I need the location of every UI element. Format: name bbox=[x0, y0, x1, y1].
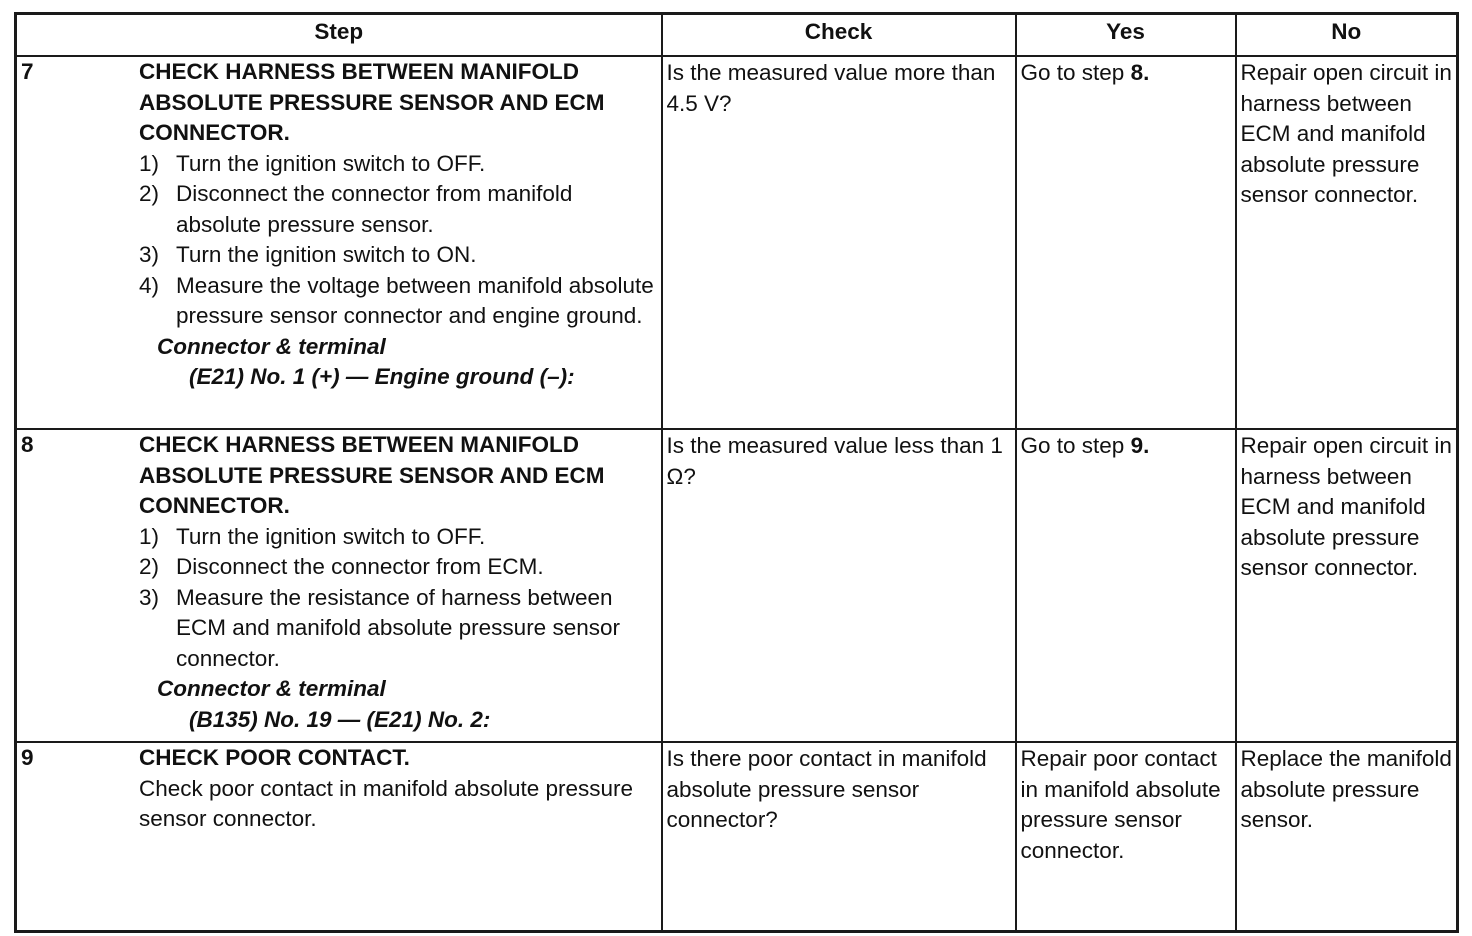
yes-cell: Repair poor contact in manifold absolute pressure sensor connector. bbox=[1016, 742, 1236, 932]
step-description: Check poor contact in manifold absolute pressure sensor connector. bbox=[139, 775, 634, 831]
no-cell: Repair open circuit in harness between ECM and manifold absolute pressure sensor connector. bbox=[1236, 429, 1458, 742]
diagnostic-table bbox=[14, 12, 1459, 933]
step-reference: 9. bbox=[1130, 433, 1150, 458]
step-number: 8 bbox=[21, 432, 34, 457]
no-cell: Replace the manifold absolute pressure sensor. bbox=[1236, 742, 1458, 932]
list-item: 3) Turn the ignition switch to ON. bbox=[139, 242, 477, 267]
step-number: 7 bbox=[21, 59, 34, 84]
header-check: Check bbox=[662, 14, 1016, 57]
list-item: 2) Disconnect the connector from manifold absolute pressure sensor. bbox=[139, 181, 573, 237]
yes-cell: Go to step 8. bbox=[1016, 56, 1236, 429]
step-reference: 8. bbox=[1130, 60, 1150, 85]
connector-label: Connector & terminal bbox=[157, 676, 386, 701]
table-row bbox=[16, 429, 1458, 742]
step-cell bbox=[16, 742, 662, 932]
step-cell bbox=[16, 56, 662, 429]
header-yes: Yes bbox=[1016, 14, 1236, 57]
list-item: 1) Turn the ignition switch to OFF. bbox=[139, 150, 486, 176]
header-step: Step bbox=[16, 14, 662, 57]
check-cell: Is the measured value less than 1 Ω? bbox=[662, 429, 1016, 742]
step-number: 9 bbox=[21, 745, 34, 770]
list-item: 4) Measure the voltage between manifold absolute pressure sensor connector and engine ground. bbox=[139, 272, 654, 328]
no-cell: Repair open circuit in harness between ECM and manifold absolute pressure sensor connector. bbox=[1236, 56, 1458, 429]
step-title: CHECK HARNESS BETWEEN MANIFOLD ABSOLUTE PRESSURE SENSOR AND ECM CONNECTOR. bbox=[139, 432, 605, 518]
step-title: CHECK HARNESS BETWEEN MANIFOLD ABSOLUTE PRESSURE SENSOR AND ECM CONNECTOR. bbox=[139, 59, 605, 145]
yes-cell: Go to step 9. bbox=[1016, 429, 1236, 742]
header-no: No bbox=[1236, 14, 1458, 57]
connector-terminal: (E21) No. 1 (+) — Engine ground (–): bbox=[189, 364, 575, 389]
connector-label: Connector & terminal bbox=[157, 333, 386, 359]
check-cell: Is there poor contact in manifold absolute pressure sensor connector? bbox=[662, 742, 1016, 932]
list-item: 1) Turn the ignition switch to OFF. bbox=[139, 523, 486, 549]
table-row bbox=[16, 56, 1458, 429]
header-row bbox=[16, 14, 1458, 57]
list-item: 2) Disconnect the connector from ECM. bbox=[139, 554, 544, 579]
check-cell: Is the measured value more than 4.5 V? bbox=[662, 56, 1016, 429]
table-row bbox=[16, 742, 1458, 932]
connector-terminal: (B135) No. 19 — (E21) No. 2: bbox=[189, 706, 491, 732]
step-title: CHECK POOR CONTACT. bbox=[139, 745, 410, 770]
list-item: 3) Measure the resistance of harness between ECM and manifold absolute pressure sensor connector. bbox=[139, 584, 620, 671]
step-cell bbox=[16, 429, 662, 742]
